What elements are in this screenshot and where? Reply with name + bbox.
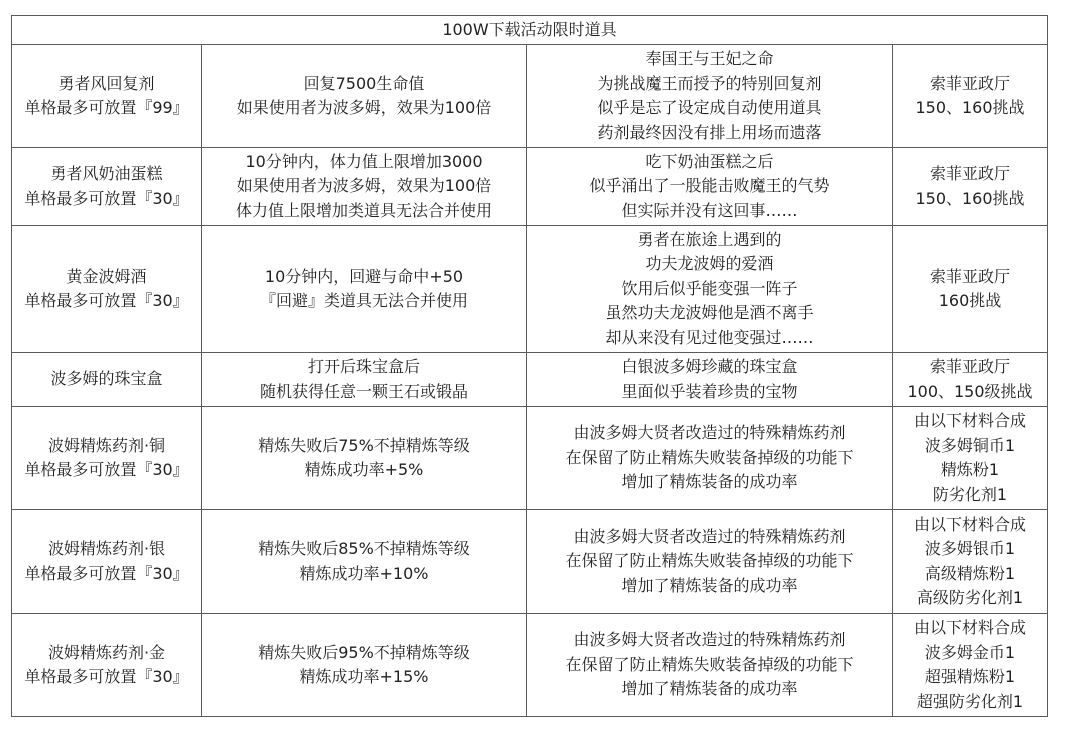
cell-text-line: 高级精炼粉1 <box>924 563 1016 583</box>
cell-text-line: 索菲亚政厅 <box>929 73 1010 93</box>
item-effect-cell <box>202 353 527 407</box>
cell-text-line: 里面似乎装着珍贵的宝物 <box>621 381 798 401</box>
cell-text-line: 在保留了防止精炼失败装备掉级的功能下 <box>565 654 854 674</box>
cell-text-line: 勇者风回复剂 <box>58 73 155 93</box>
table-row <box>12 407 1048 510</box>
limited-items-table <box>11 15 1048 717</box>
cell-text-line: 单格最多可放置『30』 <box>24 667 189 686</box>
cell-text-line: 160挑战 <box>938 291 1002 310</box>
cell-text-line: 却从来没有见过他变强过…… <box>605 327 814 347</box>
item-effect-cell <box>202 407 527 510</box>
cell-text-line: 波姆精炼药剂·金 <box>47 642 166 662</box>
cell-text-line: 由以下材料合成 <box>913 618 1026 637</box>
item-source-cell <box>893 353 1048 407</box>
cell-text-line: 『回避』类道具无法合并使用 <box>259 291 468 310</box>
cell-text-line: 吃下奶油蛋糕之后 <box>645 151 774 171</box>
item-description-cell <box>527 148 893 226</box>
cell-text-line: 虽然功夫龙波姆他是酒不离手 <box>605 303 814 323</box>
item-source-cell <box>893 614 1048 717</box>
cell-text-line: 黄金波姆酒 <box>66 266 147 286</box>
item-table-wrapper <box>11 15 1048 717</box>
item-name-cell <box>12 148 202 226</box>
item-effect-cell <box>202 45 527 148</box>
cell-text-line: 由以下材料合成 <box>913 514 1026 534</box>
cell-text-line: 奉国王与王妃之命 <box>645 49 774 68</box>
item-effect-cell <box>202 510 527 614</box>
item-source-cell <box>893 510 1048 614</box>
cell-text-line: 如果使用者为波多姆，效果为100倍 <box>236 176 492 196</box>
cell-text-line: 为挑战魔王而授予的特别回复剂 <box>597 73 822 93</box>
cell-text-line: 在保留了防止精炼失败装备掉级的功能下 <box>565 551 854 571</box>
cell-text-line: 由以下材料合成 <box>913 411 1026 430</box>
item-description-cell <box>527 407 893 510</box>
cell-text-line: 精炼成功率+10% <box>299 563 429 583</box>
cell-text-line: 单格最多可放置『30』 <box>24 291 189 310</box>
cell-text-line: 精炼失败后75%不掉精炼等级 <box>258 435 470 455</box>
cell-text-line: 功夫龙波姆的爱酒 <box>645 254 774 274</box>
cell-text-line: 波多姆金币1 <box>924 642 1016 662</box>
cell-text-line: 由波多姆大贤者改造过的特殊精炼药剂 <box>573 630 846 650</box>
item-name-cell <box>12 226 202 353</box>
cell-text-line: 似乎是忘了设定成自动使用道具 <box>597 98 822 117</box>
cell-text-line: 如果使用者为波多姆，效果为100倍 <box>236 98 492 117</box>
item-effect-cell <box>202 148 527 226</box>
cell-text-line: 单格最多可放置『30』 <box>24 188 189 208</box>
cell-text-line: 白银波多姆珍藏的珠宝盒 <box>621 357 798 376</box>
cell-text-line: 索菲亚政厅 <box>929 357 1010 376</box>
cell-text-line: 精炼成功率+15% <box>299 667 429 686</box>
cell-text-line: 150、160挑战 <box>915 188 1025 208</box>
cell-text-line: 勇者在旅途上遇到的 <box>637 229 782 249</box>
cell-text-line: 单格最多可放置『30』 <box>24 563 189 583</box>
item-name-cell <box>12 510 202 614</box>
cell-text-line: 似乎涌出了一股能击败魔王的气势 <box>589 176 830 196</box>
cell-text-line: 增加了精炼装备的成功率 <box>621 575 798 595</box>
table-row <box>12 45 1048 148</box>
table-title: 100W下载活动限时道具 <box>12 16 1048 45</box>
item-description-cell <box>527 226 893 353</box>
table-row <box>12 510 1048 614</box>
item-description-cell <box>527 45 893 148</box>
cell-text-line: 防劣化剂1 <box>932 484 1008 504</box>
cell-text-line: 由波多姆大贤者改造过的特殊精炼药剂 <box>573 423 846 443</box>
cell-text-line: 饮用后似乎能变强一阵子 <box>621 278 798 298</box>
item-effect-cell <box>202 226 527 353</box>
cell-text-line: 药剂最终因没有排上用场而遗落 <box>597 122 822 142</box>
cell-text-line: 波姆精炼药剂·铜 <box>47 435 166 455</box>
table-row <box>12 148 1048 226</box>
cell-text-line: 单格最多可放置『99』 <box>24 98 189 117</box>
cell-text-line: 超强防劣化剂1 <box>916 691 1024 711</box>
cell-text-line: 150、160挑战 <box>915 98 1025 117</box>
cell-text-line: 精炼粉1 <box>940 460 1000 479</box>
cell-text-line: 打开后珠宝盒后 <box>307 357 420 376</box>
item-source-cell <box>893 226 1048 353</box>
cell-text-line: 波多姆铜币1 <box>924 435 1016 455</box>
item-name-cell <box>12 614 202 717</box>
item-source-cell <box>893 407 1048 510</box>
cell-text-line: 增加了精炼装备的成功率 <box>621 679 798 699</box>
item-name-cell <box>12 353 202 407</box>
item-effect-cell <box>202 614 527 717</box>
cell-text-line: 勇者风奶油蛋糕 <box>50 164 163 183</box>
cell-text-line: 精炼失败后95%不掉精炼等级 <box>258 642 470 662</box>
cell-text-line: 波姆精炼药剂·银 <box>47 539 166 558</box>
item-name-cell <box>12 407 202 510</box>
cell-text-line: 回复7500生命值 <box>303 73 425 93</box>
cell-text-line: 10分钟内，体力值上限增加3000 <box>245 151 483 171</box>
item-name-cell <box>12 45 202 148</box>
cell-text-line: 随机获得任意一颗王石或锻晶 <box>259 381 468 401</box>
cell-text-line: 精炼失败后85%不掉精炼等级 <box>258 539 470 558</box>
cell-text-line: 高级防劣化剂1 <box>916 588 1024 607</box>
cell-text-line: 单格最多可放置『30』 <box>24 460 189 479</box>
cell-text-line: 索菲亚政厅 <box>929 266 1010 286</box>
table-row <box>12 614 1048 717</box>
cell-text-line: 波多姆的珠宝盒 <box>50 369 163 389</box>
cell-text-line: 波多姆银币1 <box>924 539 1016 558</box>
cell-text-line: 在保留了防止精炼失败装备掉级的功能下 <box>565 447 854 467</box>
cell-text-line: 10分钟内，回避与命中+50 <box>264 266 464 286</box>
cell-text-line: 100、150级挑战 <box>907 381 1033 401</box>
cell-text-line: 由波多姆大贤者改造过的特殊精炼药剂 <box>573 526 846 546</box>
cell-text-line: 但实际并没有这回事…… <box>621 200 798 220</box>
table-row <box>12 226 1048 353</box>
cell-text-line: 增加了精炼装备的成功率 <box>621 472 798 492</box>
item-source-cell <box>893 148 1048 226</box>
cell-text-line: 索菲亚政厅 <box>929 164 1010 183</box>
item-description-cell <box>527 614 893 717</box>
table-row <box>12 353 1048 407</box>
cell-text-line: 精炼成功率+5% <box>304 460 424 479</box>
cell-text-line: 体力值上限增加类道具无法合并使用 <box>235 200 492 220</box>
cell-text-line: 超强精炼粉1 <box>924 667 1016 686</box>
item-source-cell <box>893 45 1048 148</box>
table-title-row <box>12 16 1048 45</box>
item-description-cell <box>527 353 893 407</box>
item-description-cell <box>527 510 893 614</box>
